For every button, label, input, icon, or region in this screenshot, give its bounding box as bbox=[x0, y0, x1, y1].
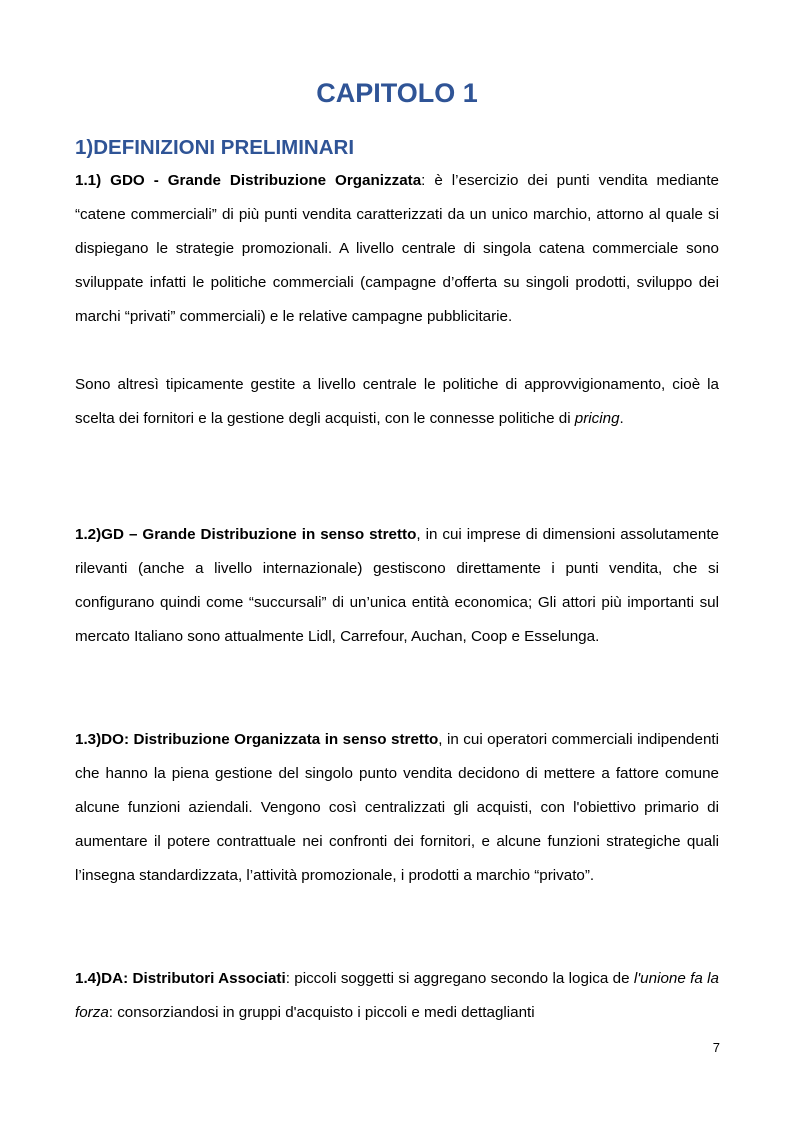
term-do: 1.3)DO: Distribuzione Organizzata in senso stretto bbox=[75, 731, 439, 748]
unione-italic: l'unione fa la forza bbox=[75, 970, 719, 1021]
paragraph-approvvigionamento bbox=[75, 368, 719, 436]
pricing-italic: pricing bbox=[574, 410, 620, 427]
term-gd: 1.2)GD – Grande Distribuzione in senso stretto bbox=[75, 526, 417, 543]
paragraph-gd bbox=[75, 518, 719, 654]
paragraph-da-text: : piccoli soggetti si aggregano secondo la logica de bbox=[285, 970, 634, 987]
page-number: 7 bbox=[712, 1040, 720, 1055]
term-da: 1.4)DA: Distributori Associati bbox=[75, 970, 286, 987]
paragraph-approvvigionamento-end: . bbox=[619, 410, 624, 427]
paragraph-da bbox=[75, 962, 719, 1030]
paragraph-approvvigionamento-text: Sono altresì tipicamente gestite a livello centrale le politiche di approvvigionamento, cioè la scelta dei fornitori e la gestione degli acquisti, con le connesse politiche di bbox=[75, 376, 719, 427]
paragraph-do-text: , in cui operatori commerciali indipendenti che hanno la piena gestione del singolo punto vendita decidono di mettere a fattore comune alcune funzioni aziendali. Vengono così centralizzati gli acquisti, con l'obiettivo primario di aumentare il potere contrattuale nei confronti dei fornitori, e alcune funzioni strategiche quali l’insegna standardizzata, l’attività promozionale, i prodotti a marchio “privato”. bbox=[75, 731, 719, 884]
chapter-title: CAPITOLO 1 bbox=[316, 78, 478, 108]
term-gdo: 1.1) GDO - Grande Distribuzione Organizzata bbox=[75, 172, 422, 189]
paragraph-da-end: : consorziandosi in gruppi d'acquisto i piccoli e medi dettaglianti bbox=[108, 1004, 535, 1021]
paragraph-gd-text: , in cui imprese di dimensioni assolutamente rilevanti (anche a livello internazionale) gestiscono direttamente i punti vendita, che si configurano quindi come “succursali” di un’unica entità economica; Gli attori più importanti sul mercato Italiano sono attualmente Lidl, Carrefour, Auchan, Coop e Esselunga. bbox=[75, 526, 719, 645]
section-title: 1)DEFINIZIONI PRELIMINARI bbox=[75, 136, 355, 159]
paragraph-gdo bbox=[75, 164, 719, 334]
paragraph-do bbox=[75, 723, 719, 893]
paragraph-gdo-text: : è l’esercizio dei punti vendita mediante “catene commerciali” di più punti vendita caratterizzati da un unico marchio, attorno al quale si dispiegano le strategie promozionali. A livello centrale di singola catena commerciale sono sviluppate infatti le politiche commerciali (campagne d’offerta su singoli prodotti, sviluppo dei marchi “privati” commerciali) e le relative campagne pubblicitarie. bbox=[75, 172, 720, 325]
